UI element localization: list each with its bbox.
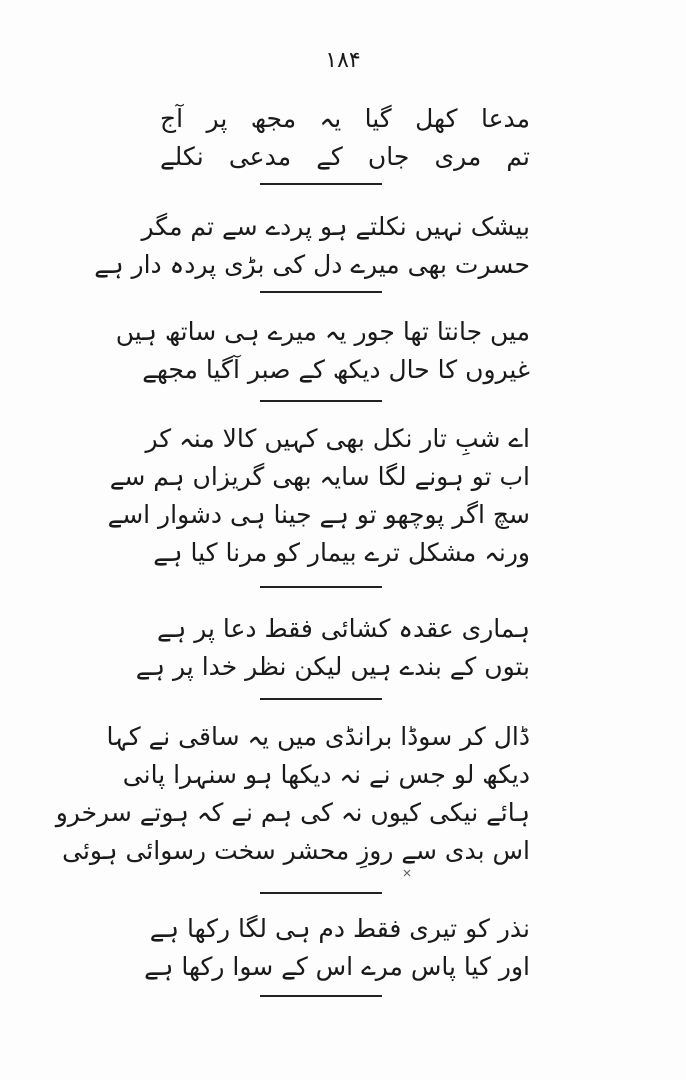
verse-line: غیروں کا حال دیکھ کے صبر آگیا مجھے [142,355,530,384]
stanza-2 [94,208,530,284]
verse-line: اور کیا پاس مرے اس کے سوا رکھا ہے [144,952,530,981]
stanza-divider [260,586,382,588]
stanza-3 [115,313,530,389]
verse-line: اب تو ہونے لگا سایہ بھی گریزاں ہم سے [109,462,530,491]
verse-line: ہماری عقدہ کشائی فقط دعا پر ہے [156,614,530,643]
verse-line: ہائے نیکی کیوں نہ کی ہم نے کہ ہوتے سرخرو [55,798,530,827]
stanza-divider [260,995,382,997]
verse-line: تم مری جاں کے مدعی نکلے [160,142,530,171]
stanza-divider [260,183,382,185]
stanza-1 [160,100,530,176]
verse-line: نذر کو تیری فقط دم ہی لگا رکھا ہے [149,914,530,943]
verse-line: مدعا کھل گیا یہ مجھ پر آج [160,104,530,133]
verse-line: اے شبِ تار نکل بھی کہیں کالا منہ کر [145,424,530,453]
verse-line: ورنہ مشکل ترے بیمار کو مرنا کیا ہے [153,538,530,567]
verse-line: اس بدی سے روزِ محشر سخت رسوائی ہوئی [62,836,530,865]
verse-line: ڈال کر سوڈا برانڈی میں یہ ساقی نے کہا [106,722,530,751]
verse-line: دیکھ لو جس نے نہ دیکھا ہو سنہرا پانی [122,760,530,789]
verse-line: سچ اگر پوچھو تو ہے جینا ہی دشوار اسے [107,500,530,529]
stanza-divider [260,400,382,402]
stanza-divider [260,291,382,293]
stanza-divider [260,698,382,700]
verse-line: بتوں کے بندے ہیں لیکن نظر خدا پر ہے [135,652,530,681]
page-number: ۱۸۴ [325,48,361,73]
stanza-7 [144,910,530,986]
stanza-5 [135,610,530,686]
verse-line: بیشک نہیں نکلتے ہو پردے سے تم مگر [141,212,530,241]
stanza-divider [260,892,382,894]
verse-line: حسرت بھی میرے دل کی بڑی پردہ دار ہے [94,250,530,279]
stanza-4 [107,420,530,572]
verse-line: میں جانتا تھا جور یہ میرے ہی ساتھ ہیں [115,317,530,346]
scan-speck [402,868,412,878]
stanza-6 [55,718,530,870]
